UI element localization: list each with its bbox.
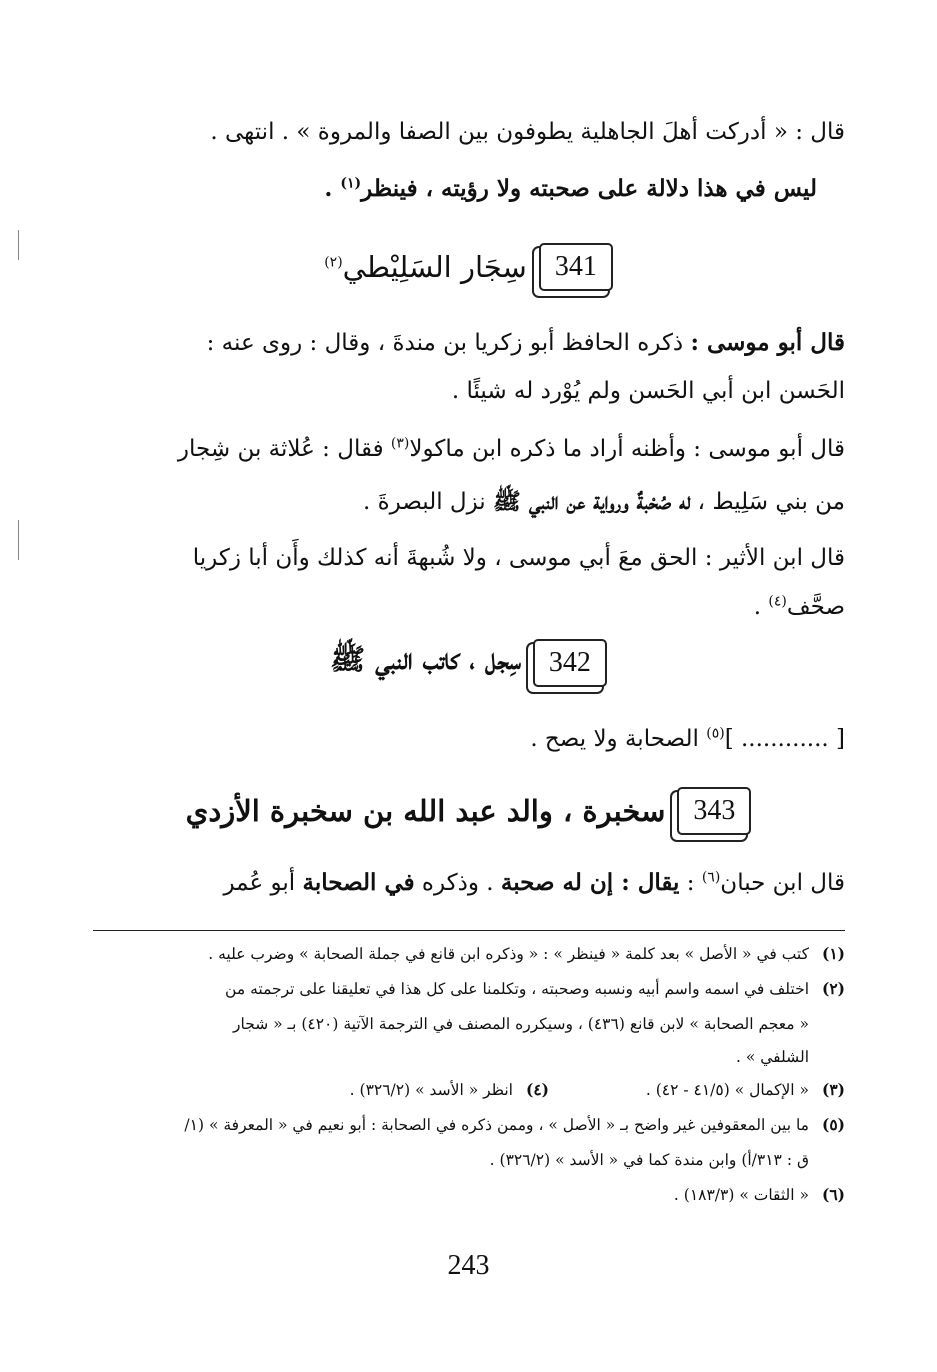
footnote-text: انظر « الأسد » (٣٢٦/٢) . [349, 1081, 513, 1099]
text: قال : « أدركت أهلَ الجاهلية يطوفون بين الصفا والمروة » . انتهى . [210, 119, 845, 145]
footnote-text: الشلفي » . [735, 1048, 809, 1066]
body-line [90, 485, 845, 519]
text: من بني سَلِيط ، [690, 489, 845, 515]
text: : [679, 870, 702, 896]
footnote-number: (٦) [821, 1185, 845, 1204]
footnote-number: (٢) [821, 979, 845, 998]
entry-title: سخبرة ، والد عبد الله بن سخبرة الأزدي [185, 794, 666, 828]
footnote-ref: (١) [340, 175, 362, 192]
text: الحَسن ابن أبي الحَسن ولم يُوْرد له شيئًا . [451, 378, 845, 404]
footnote-text: « الثقات » (١٨٣/٣) . [673, 1186, 809, 1204]
text: . [753, 594, 769, 620]
footnote-text: « معجم الصحابة » لابن قانع (٤٣٦) ، وسيكرره المصنف في الترجمة الآتية (٤٢٠) بـ « شجار [233, 1015, 809, 1033]
entry-title: سِجل ، كاتب النبي ﷺ [330, 642, 521, 676]
footnote-text: كتب في « الأصل » بعد كلمة « فينظر » : « وذكره ابن قانع في جملة الصحابة » وضرب عليه . [208, 945, 809, 963]
text: قال ابن الأثير : الحق معَ أبي موسى ، ولا شُبهةَ أنه كذلك وأَن أبا زكريا [192, 545, 845, 571]
margin-mark [18, 520, 19, 560]
footnote-2-cont [93, 1045, 845, 1069]
footnote-ref: (٤) [768, 593, 787, 610]
entry-number-box: 342 [533, 639, 607, 687]
text: صحَّف [786, 594, 845, 620]
body-line [90, 722, 845, 756]
text: قال أبو موسى : وأظنه أراد ما ذكره ابن ماكولا [409, 436, 845, 462]
footnote-1 [93, 942, 845, 966]
text: . [324, 175, 341, 202]
body-line [90, 866, 845, 900]
text: نزل البصرةَ . [362, 489, 494, 515]
footnote-ref: (٢) [324, 254, 343, 271]
footnote-5-cont [93, 1148, 845, 1172]
bold-text: له صُحْبةٌ ورواية عن النبي ﷺ [493, 488, 691, 515]
text: ذكره الحافظ أبو زكريا بن مندةَ ، وقال : روى عنه : [206, 330, 691, 356]
margin-mark [18, 230, 19, 260]
text: أبو عُمر [223, 870, 303, 896]
entry-number-box: 341 [539, 243, 613, 291]
page-number: 243 [447, 1250, 490, 1281]
body-line [90, 374, 845, 408]
footnote-ref: (٣) [390, 435, 410, 452]
footnote-text: ما بين المعقوفين غير واضح بـ « الأصل » ، وممن ذكره في الصحابة : أبو نعيم في « المعرفة » (١/ [184, 1116, 809, 1134]
text: قال ابن حبان [720, 870, 845, 896]
footnote-2 [93, 977, 845, 1001]
lacuna: [ ............ ] [724, 726, 845, 752]
text: . وذكره [414, 870, 501, 896]
bold-text: في الصحابة [302, 869, 415, 896]
entry-number-box: 343 [677, 787, 751, 835]
footnote-5 [93, 1113, 845, 1137]
footnote-text: اختلف في اسمه واسم أبيه ونسبه وصحبته ، وتكلمنا على كل هذا في تعليقنا على ترجمته من [225, 980, 809, 998]
footnote-separator [93, 930, 845, 931]
footnote-number: (٣) [821, 1080, 845, 1099]
footnote-text: ق : ٣١٣/أ) وابن مندة كما في « الأسد » (٣٢٦/٢) . [489, 1151, 809, 1169]
body-line [90, 326, 845, 360]
body-line [90, 590, 845, 624]
footnote-text: « الإكمال » (٤١/٥ - ٤٢) . [645, 1081, 809, 1099]
footnote-number: (٥) [821, 1115, 845, 1134]
entry-heading-341 [92, 232, 845, 302]
text: ليس في هذا دلالة على صحبته ولا رؤيته ، فينظر [361, 175, 817, 202]
body-line-bold [90, 172, 845, 206]
footnote-ref: (٥) [706, 725, 725, 742]
text: فقال : عُلاثة بن شِجار [177, 436, 391, 462]
speaker: قال أبو موسى : [690, 329, 845, 356]
entry-title: سِجَار السَلِيْطي$^{(٢)}$ [324, 250, 527, 284]
footnote-ref: (٦) [701, 869, 721, 886]
footnote-3-4 [93, 1078, 845, 1102]
footnote-2-cont [93, 1012, 845, 1036]
body-line [90, 541, 845, 575]
body-line [90, 115, 845, 149]
bold-text: يقال : إن له صحبة [500, 869, 680, 896]
footnote-number: (٤) [525, 1080, 549, 1099]
entry-heading-343 [92, 776, 845, 846]
body-line [90, 432, 845, 466]
footnote-number: (١) [821, 944, 845, 963]
entry-heading-342 [92, 628, 845, 698]
footnote-6 [93, 1183, 845, 1207]
text: الصحابة ولا يصح . [530, 726, 707, 752]
